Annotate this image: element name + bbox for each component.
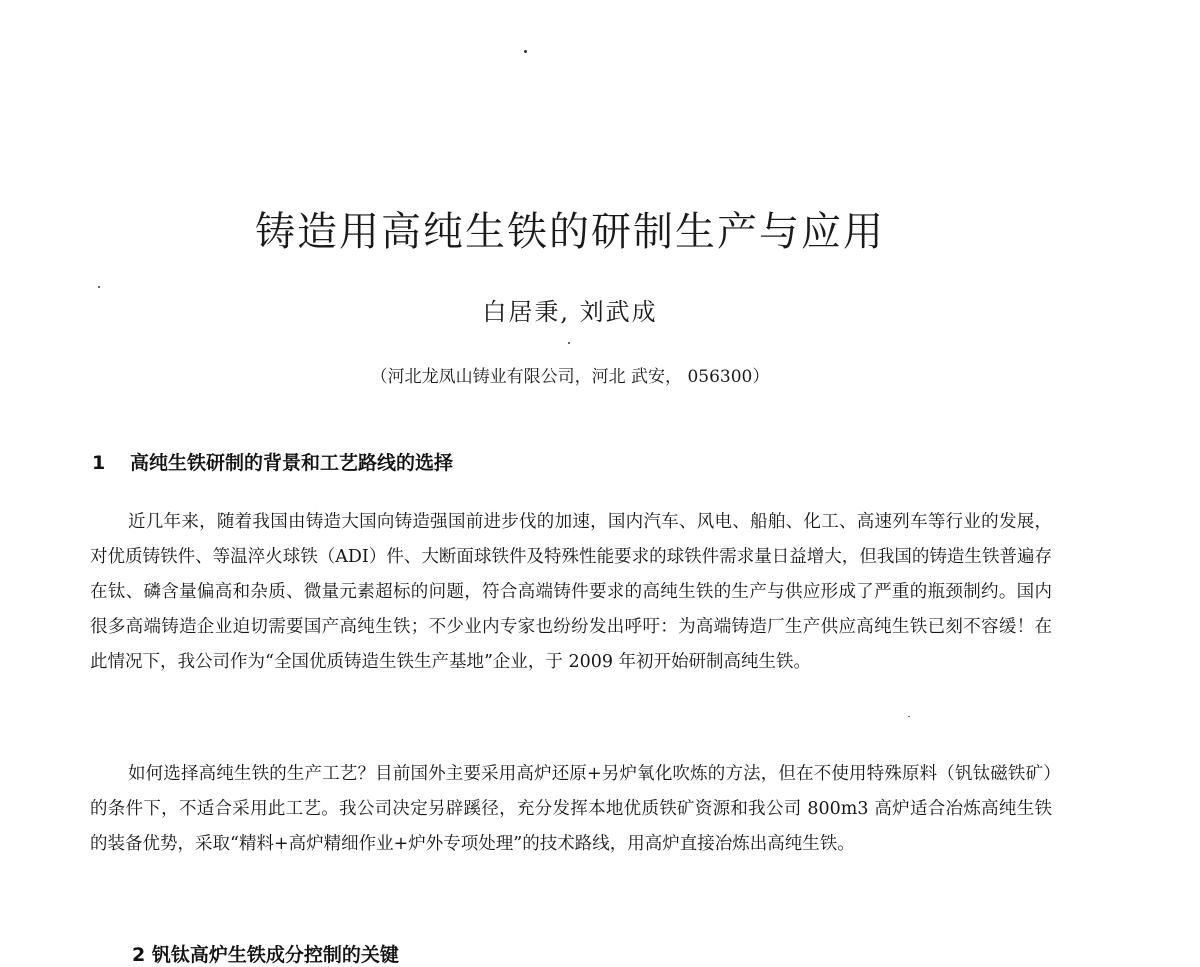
paper-authors: 白居秉, 刘武成 [482,298,658,326]
scan-speck [98,286,100,288]
scan-speck [524,50,527,53]
section-1-number: 1 [92,452,106,474]
section-2-heading-partial: 2 钒钛高炉生铁成分控制的关键 [132,944,399,966]
section-1-paragraph-2: 如何选择高纯生铁的生产工艺？目前国外主要采用高炉还原+另炉氧化吹炼的方法，但在不使用特殊原料（钒钛磁铁矿）的条件下，不适合采用此工艺。我公司决定另辟蹊径，充分发挥本地优质铁矿资源和我公司 800m3 高炉适合冶炼高纯生铁的装备优势，采取“精料+高炉精细作业+炉外专项处理”的技术路线，用高炉直接冶炼出高纯生铁。 [90,764,1052,854]
section-1-paragraph-1: 近几年来，随着我国由铸造大国向铸造强国前进步伐的加速，国内汽车、风电、船舶、化工、高速列车等行业的发展，对优质铸铁件、等温淬火球铁（ADI）件、大断面球铁件及特殊性能要求的球铁件需求量日益增大，但我国的铸造生铁普遍存在钛、磷含量偏高和杂质、微量元素超标的问题，符合高端铸件要求的高纯生铁的生产与供应形成了严重的瓶颈制约。国内很多高端铸造企业迫切需要国产高纯生铁；不少业内专家也纷纷发出呼吁：为高端铸造厂生产供应高纯生铁已刻不容缓！在此情况下，我公司作为“全国优质铸造生铁生产基地”企业，于 2009 年初开始研制高纯生铁。 [90,512,1052,672]
paper-title: 铸造用高纯生铁的研制生产与应用 [255,209,885,255]
scan-speck [908,716,910,717]
scan-speck [568,342,570,344]
section-1-heading [92,448,453,475]
section-1-title: 高纯生铁研制的背景和工艺路线的选择 [130,452,454,474]
paper-affiliation: （河北龙凤山铸业有限公司，河北 武安， 056300） [370,367,770,387]
